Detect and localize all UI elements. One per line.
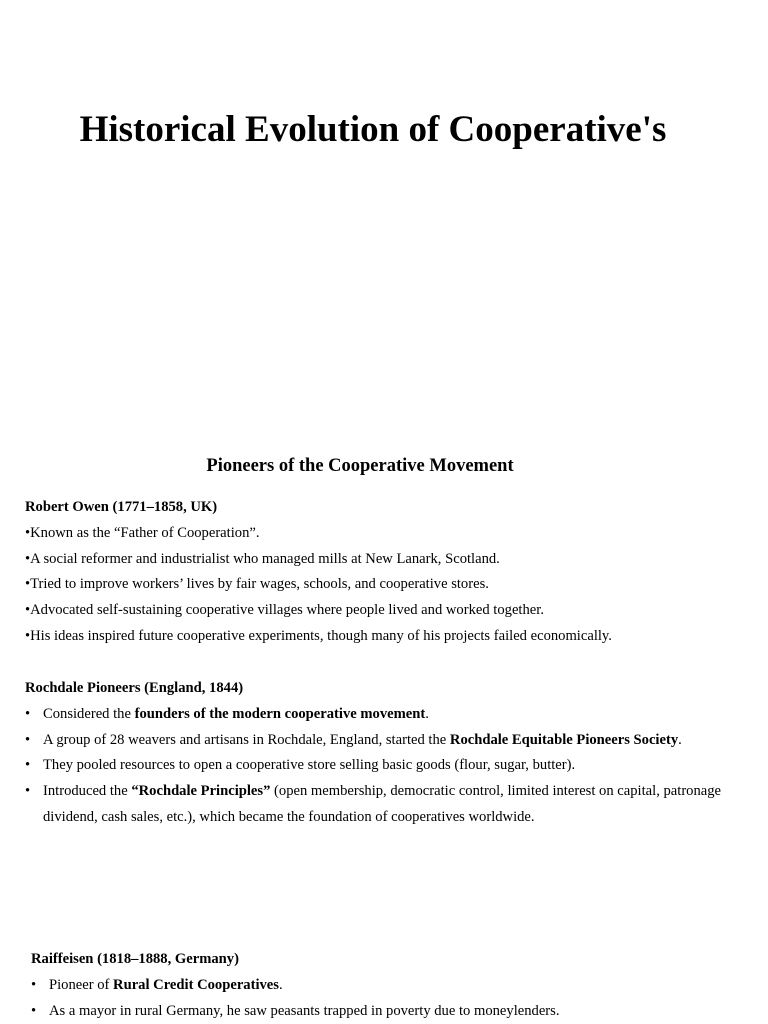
raiffeisen-list — [31, 973, 751, 1024]
list-item — [25, 521, 745, 547]
bullet-icon: • — [31, 1002, 37, 1019]
list-item — [31, 999, 751, 1024]
raiffeisen-heading: Raiffeisen (1818–1888, Germany) — [31, 951, 239, 967]
list-item — [25, 779, 745, 831]
list-item — [25, 753, 745, 779]
list-item-text: A group of 28 weavers and artisans in Rochdale, England, started the Rochdale Equitable Pioneers Society. — [43, 731, 682, 748]
bullet-icon: • — [25, 783, 31, 800]
section-heading: Pioneers of the Cooperative Movement — [206, 456, 514, 476]
bullet-icon: • — [31, 976, 37, 993]
list-item — [25, 728, 745, 754]
list-item-text: A social reformer and industrialist who managed mills at New Lanark, Scotland. — [30, 550, 500, 567]
list-item-text: Pioneer of Rural Credit Cooperatives. — [49, 976, 283, 993]
list-item-text: Advocated self-sustaining cooperative villages where people lived and worked together. — [30, 602, 544, 619]
list-item — [31, 973, 751, 999]
emphasis-text: Rural Credit Cooperatives — [113, 976, 279, 993]
list-item-text: His ideas inspired future cooperative experiments, though many of his projects failed economically. — [30, 627, 612, 644]
robert-owen-heading: Robert Owen (1771–1858, UK) — [25, 499, 218, 515]
emphasis-text: “Rochdale Principles” — [131, 783, 271, 800]
bullet-icon: • — [25, 576, 31, 593]
bullet-icon: • — [25, 731, 31, 748]
list-item-text: Introduced the “Rochdale Principles” (open membership, democratic control, limited interest on capital, patronage dividend, cash sales, etc.), which became the foundation of cooperatives worldwide. — [43, 783, 722, 825]
rochdale-pioneers-list — [25, 702, 745, 831]
list-item — [25, 572, 745, 598]
bullet-icon: • — [25, 550, 31, 567]
list-item — [25, 624, 745, 650]
bullet-icon: • — [25, 705, 31, 722]
list-item-text: Known as the “Father of Cooperation”. — [30, 524, 260, 541]
list-item-text: As a mayor in rural Germany, he saw peasants trapped in poverty due to moneylenders. — [49, 1002, 560, 1019]
bullet-icon: • — [25, 524, 31, 541]
rochdale-pioneers-section — [25, 676, 745, 831]
robert-owen-section — [25, 495, 745, 650]
list-item-text: Tried to improve workers’ lives by fair wages, schools, and cooperative stores. — [30, 576, 489, 593]
list-item — [25, 598, 745, 624]
raiffeisen-section — [31, 947, 751, 1024]
bullet-icon: • — [25, 602, 31, 619]
rochdale-pioneers-heading: Rochdale Pioneers (England, 1844) — [25, 680, 244, 696]
list-item — [25, 547, 745, 573]
emphasis-text: founders of the modern cooperative movement — [134, 705, 426, 722]
list-item-text: They pooled resources to open a cooperative store selling basic goods (flour, sugar, butter). — [43, 757, 576, 774]
list-item — [25, 702, 745, 728]
list-item-text: Considered the founders of the modern cooperative movement. — [43, 705, 429, 722]
robert-owen-list — [25, 521, 745, 650]
bullet-icon: • — [25, 627, 31, 644]
page-title: Historical Evolution of Cooperative's — [79, 109, 667, 150]
bullet-icon: • — [25, 757, 31, 774]
emphasis-text: Rochdale Equitable Pioneers Society — [449, 731, 679, 748]
